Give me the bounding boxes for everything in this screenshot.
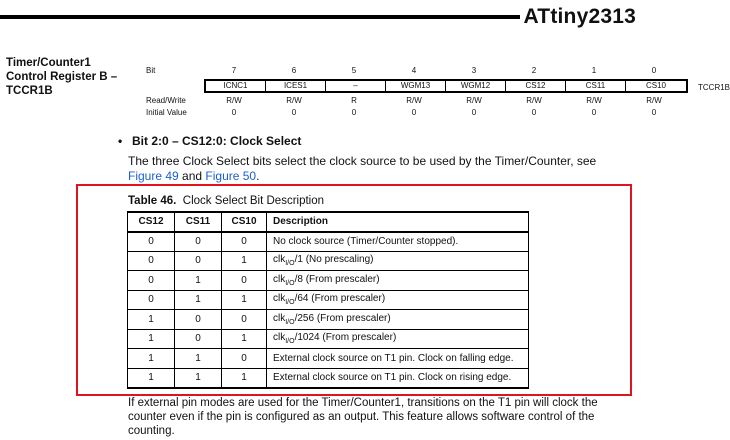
bit-number: 6 (291, 66, 297, 75)
initial-value: 0 (291, 108, 297, 117)
paragraph-text: . (256, 169, 260, 183)
page-header (0, 0, 640, 34)
cell-cs10: 1 (222, 290, 267, 310)
description-text: /1 (No prescaling) (294, 254, 374, 266)
bit-name-cell: ICNC1 (206, 81, 266, 91)
column-header-cs10: CS10 (222, 212, 267, 232)
cell-cs12: 0 (128, 232, 175, 252)
cell-description (267, 232, 529, 252)
read-write-value: R/W (286, 96, 302, 105)
column-header-cs11: CS11 (175, 212, 222, 232)
cell-description (267, 368, 529, 388)
description-text: clk (273, 273, 286, 285)
initial-value: 0 (231, 108, 237, 117)
cell-cs10: 0 (222, 349, 267, 369)
cell-description (267, 329, 529, 349)
initial-value: 0 (591, 108, 597, 117)
table-row (128, 368, 529, 388)
description-text: /64 (From prescaler) (294, 293, 386, 305)
table-row (128, 290, 529, 310)
read-write-value: R/W (226, 96, 242, 105)
read-write-value: R/W (406, 96, 422, 105)
cell-cs11: 0 (175, 329, 222, 349)
description-subscript: I/O (285, 299, 295, 307)
table-row (128, 232, 529, 252)
bit-number: 3 (471, 66, 477, 75)
cell-description (267, 310, 529, 330)
initial-value: 0 (531, 108, 537, 117)
read-write-value: R (351, 96, 357, 105)
description-text: clk (273, 254, 286, 266)
description-text: clk (273, 332, 286, 344)
section-heading (118, 134, 301, 148)
bit-name-cell: ICES1 (266, 81, 326, 91)
initial-value: 0 (351, 108, 357, 117)
cell-description (267, 290, 529, 310)
cell-description (267, 271, 529, 291)
description-text: External clock source on T1 pin. Clock on rising edge. (273, 372, 512, 383)
cell-description (267, 251, 529, 271)
register-title-line: Timer/Counter1 (6, 57, 91, 69)
initial-value: 0 (411, 108, 417, 117)
description-text: External clock source on T1 pin. Clock on falling edge. (273, 352, 514, 364)
read-write-value: R/W (646, 96, 662, 105)
column-header-cs12: CS12 (128, 212, 175, 232)
bit-name-cell: CS11 (566, 81, 626, 91)
cell-cs12: 1 (128, 329, 175, 349)
bit-number: 1 (591, 66, 597, 75)
bullet-marker: • (118, 134, 123, 148)
clock-select-table (127, 211, 529, 389)
external-pin-paragraph: If external pin modes are used for the Timer/Counter1, transitions on the T1 pin will clock the counter even if the pin is configured as an output. This feature allows software control of the counting. (128, 397, 598, 437)
description-subscript: I/O (285, 279, 295, 287)
bit-name-cell: WGM13 (386, 81, 446, 91)
register-title (6, 56, 117, 98)
bit-number: 7 (231, 66, 237, 75)
cell-cs11: 0 (175, 310, 222, 330)
paragraph-text: and (178, 169, 206, 183)
figure-50-link[interactable]: Figure 50 (205, 169, 257, 183)
cell-cs12: 1 (128, 368, 175, 388)
cell-description (267, 349, 529, 369)
cell-cs11: 0 (175, 251, 222, 271)
table-header-row (128, 212, 529, 232)
bit-number: 5 (351, 66, 357, 75)
cell-cs12: 0 (128, 251, 175, 271)
initial-value: 0 (471, 108, 477, 117)
read-write-label: Read/Write (146, 96, 186, 105)
register-title-line: TCCR1B (6, 85, 53, 97)
bit-number: 0 (651, 66, 657, 75)
cell-cs12: 1 (128, 349, 175, 369)
table-row (128, 310, 529, 330)
cell-cs11: 1 (175, 290, 222, 310)
column-header-description: Description (267, 212, 529, 232)
table-caption (128, 195, 324, 207)
description-subscript: I/O (285, 338, 295, 346)
register-box (204, 79, 688, 93)
description-text: clk (273, 312, 286, 324)
document-title: ATtiny2313 (523, 5, 636, 28)
initial-value: 0 (651, 108, 657, 117)
description-subscript: I/O (285, 260, 295, 268)
table-row (128, 251, 529, 271)
cell-cs10: 1 (222, 368, 267, 388)
table-caption-text: Clock Select Bit Description (182, 195, 325, 207)
bit-name-cell: – (326, 81, 386, 91)
cell-cs11: 1 (175, 368, 222, 388)
bit-number: 4 (411, 66, 417, 75)
cell-cs10: 1 (222, 251, 267, 271)
clock-select-paragraph (128, 154, 628, 184)
description-text: /256 (From prescaler) (294, 312, 391, 324)
bit-label: Bit (146, 66, 156, 75)
cell-cs11: 1 (175, 271, 222, 291)
bit-name-cell: WGM12 (446, 81, 506, 91)
description-text: /8 (From prescaler) (294, 273, 380, 285)
cell-cs12: 1 (128, 310, 175, 330)
description-text: clk (273, 293, 286, 305)
section-heading-text: Bit 2:0 – CS12:0: Clock Select (132, 134, 302, 148)
initial-value-label: Initial Value (146, 108, 187, 117)
cell-cs10: 0 (222, 232, 267, 252)
cell-cs10: 0 (222, 271, 267, 291)
bit-name-cell: CS12 (506, 81, 566, 91)
read-write-value: R/W (526, 96, 542, 105)
read-write-value: R/W (466, 96, 482, 105)
register-title-line: Control Register B – (6, 71, 118, 83)
cell-cs12: 0 (128, 271, 175, 291)
description-subscript: I/O (285, 318, 295, 326)
bit-name-cell: CS10 (645, 81, 666, 90)
description-text: /1024 (From prescaler) (294, 332, 397, 344)
read-write-value: R/W (586, 96, 602, 105)
bit-number: 2 (531, 66, 537, 75)
cell-cs11: 1 (175, 349, 222, 369)
description-text: No clock source (Timer/Counter stopped). (273, 236, 459, 247)
cell-cs11: 0 (175, 232, 222, 252)
cell-cs10: 0 (222, 310, 267, 330)
header-rule (0, 15, 520, 19)
paragraph-text: The three Clock Select bits select the clock source to be used by the Timer/Counter, see (128, 154, 597, 168)
table-row (128, 349, 529, 369)
figure-49-link[interactable]: Figure 49 (128, 169, 179, 183)
table-row (128, 271, 529, 291)
cell-cs10: 1 (222, 329, 267, 349)
register-name-label: TCCR1B (698, 83, 730, 92)
table-number: Table 46. (128, 195, 177, 207)
table-row (128, 329, 529, 349)
cell-cs12: 0 (128, 290, 175, 310)
